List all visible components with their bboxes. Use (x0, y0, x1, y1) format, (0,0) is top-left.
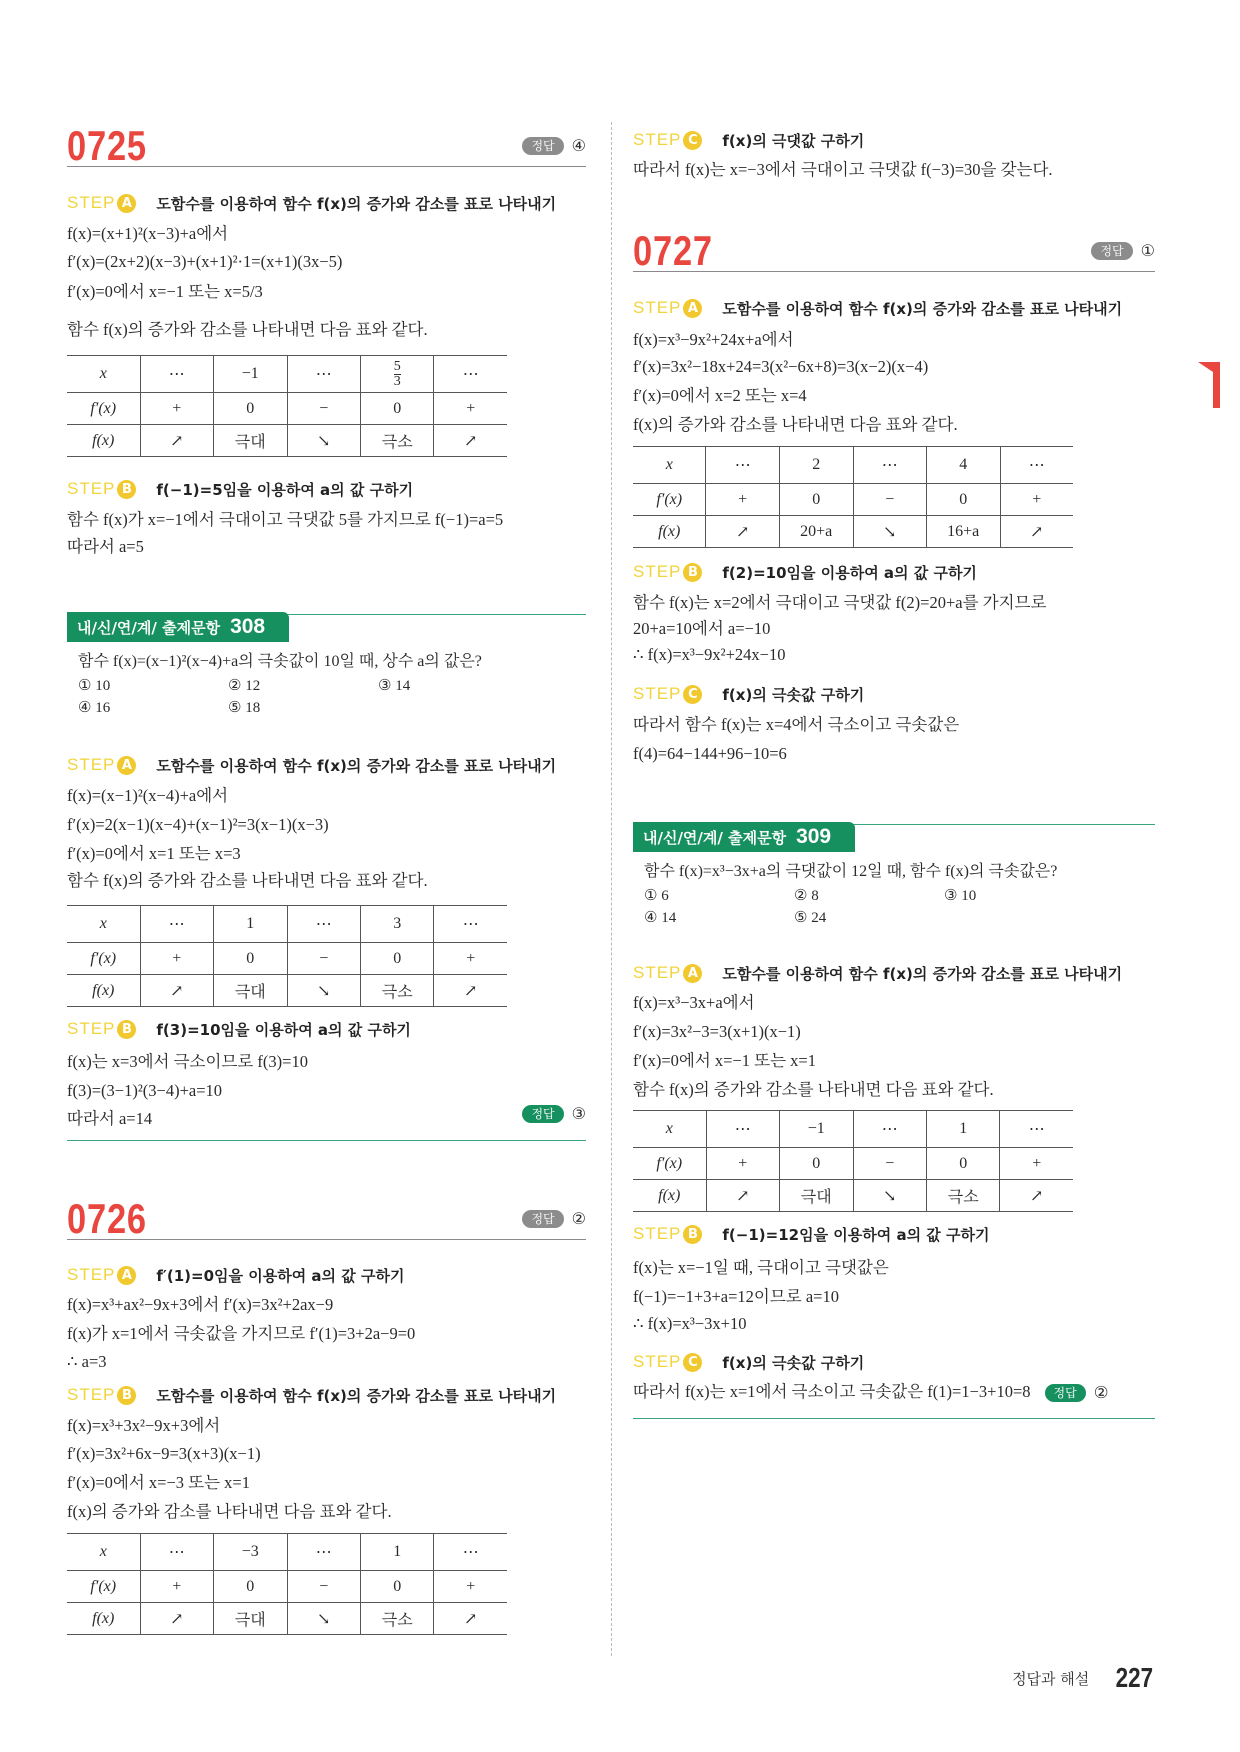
table-row (633, 516, 1073, 548)
related-problem-banner (67, 612, 586, 644)
choice-option: ② 12 (228, 678, 261, 694)
table-cell: + (1000, 484, 1073, 516)
problem-number: 0727 (633, 227, 713, 274)
answer-value: ③ (571, 1106, 586, 1123)
table-row (67, 943, 507, 975)
table-cell: + (434, 1571, 507, 1603)
table-cell: ⋯ (706, 1111, 779, 1148)
step-title: 도함수를 이용하여 함수 f(x)의 증가와 감소를 표로 나타내기 (722, 299, 1123, 318)
column-divider (611, 122, 612, 1656)
solution-text: 따라서 f(x)는 x=1에서 극소이고 극솟값은 f(1)=1−3+10=8 (633, 1382, 1031, 1401)
answer-value: ① (1140, 243, 1155, 260)
problem-number: 0725 (67, 122, 147, 169)
table-row (67, 975, 507, 1007)
table-cell: ⋯ (287, 1534, 360, 1571)
choice-option: ② 8 (794, 888, 819, 904)
table-row (67, 1534, 507, 1571)
solution-line (633, 413, 1155, 437)
page-footer (1012, 1662, 1158, 1694)
answer-box (1045, 1381, 1109, 1405)
answer-box (522, 136, 586, 156)
answer-badge: 정답 (522, 1210, 563, 1228)
solution-text: f(3)=(3−1)²(3−4)+a=10 (67, 1081, 223, 1100)
table-cell: ↗ (434, 425, 507, 457)
table-cell: + (706, 484, 779, 516)
question-text: 함수 f(x)=(x−1)²(x−4)+a의 극솟값이 10일 때, 상수 a의 값은? (78, 653, 482, 670)
fraction (394, 360, 401, 389)
step-title: f′(1)=0임을 이용하여 a의 값 구하기 (156, 1266, 405, 1285)
solution-text: 따라서 함수 f(x)는 x=4에서 극소이고 극솟값은 (633, 715, 960, 734)
solution-line (633, 384, 1155, 408)
solution-line (633, 1078, 1155, 1102)
problem-number: 0726 (67, 1195, 147, 1242)
banner-rule (267, 614, 586, 615)
table-row (633, 1111, 1073, 1148)
solution-text: f′(x)=2(x−1)(x−4)+(x−1)²=3(x−1)(x−3) (67, 815, 329, 834)
solution-text: f(x)=x³+3x²−9x+3에서 (67, 1416, 221, 1435)
banner-number: 308 (230, 615, 266, 638)
table-cell: 4 (926, 447, 1000, 484)
problem-header (67, 1195, 586, 1242)
solution-line (67, 535, 586, 559)
solution-line (633, 1049, 1155, 1073)
answer-choices (633, 886, 1155, 927)
problem-header (633, 227, 1155, 274)
table-cell: 0 (779, 484, 853, 516)
answer-box (67, 1104, 586, 1124)
answer-value: ④ (571, 138, 586, 155)
solution-line (633, 713, 1155, 737)
sign-chart-table (67, 1533, 586, 1635)
table-cell: ↘ (287, 1603, 360, 1635)
solution-text: f′(x)=3x²−3=3(x+1)(x−1) (633, 1022, 801, 1041)
solution-text: f(−1)=−1+3+a=12이므로 a=10 (633, 1287, 839, 1306)
solution-line (633, 1020, 1155, 1044)
table-cell: 1 (214, 906, 287, 943)
table-cell: ↗ (706, 516, 779, 548)
table-cell: ↗ (1000, 1180, 1073, 1212)
table-cell: f′(x) (67, 393, 140, 425)
solution-text: f′(x)=(2x+2)(x−3)+(x+1)²·1=(x+1)(3x−5) (67, 252, 343, 271)
solution-text: f(x)는 x=3에서 극소이므로 f(3)=10 (67, 1052, 308, 1071)
solution-text: f(x)=x³−3x+a에서 (633, 993, 755, 1012)
step-title: 도함수를 이용하여 함수 f(x)의 증가와 감소를 표로 나타내기 (156, 756, 557, 775)
table-cell: ↘ (853, 1180, 926, 1212)
solution-text: 20+a=10에서 a=−10 (633, 619, 771, 638)
step-letter-badge: A (683, 964, 702, 983)
table-cell: ⋯ (1000, 1111, 1073, 1148)
step-label: STEP (633, 298, 682, 317)
solution-text: f(x)=(x−1)²(x−4)+a에서 (67, 786, 229, 805)
table-cell: f′(x) (67, 943, 140, 975)
solution-line (67, 1500, 586, 1524)
table-cell: + (706, 1148, 779, 1180)
step-title: f(−1)=12임을 이용하여 a의 값 구하기 (722, 1225, 990, 1244)
solution-text: ∴ a=3 (67, 1352, 107, 1371)
step-heading (633, 1221, 1155, 1247)
solution-text: f(x)는 x=−1일 때, 극대이고 극댓값은 (633, 1258, 889, 1277)
table-cell: + (140, 943, 213, 975)
solution-line (633, 617, 1155, 641)
table-cell: 0 (214, 393, 287, 425)
step-label: STEP (67, 479, 116, 498)
table-row (67, 356, 507, 393)
table-cell: ⋯ (853, 447, 926, 484)
table-row (633, 447, 1073, 484)
solution-line (67, 869, 586, 893)
solution-line (67, 1322, 586, 1346)
table-cell: −1 (214, 356, 287, 393)
table-cell: 0 (780, 1148, 853, 1180)
table-row (633, 1148, 1073, 1180)
solution-line (67, 784, 586, 808)
solution-line (633, 1256, 1155, 1280)
step-heading (67, 752, 586, 778)
solution-text: ∴ f(x)=x³−9x²+24x−10 (633, 645, 786, 664)
solution-line (67, 318, 586, 342)
solution-text: ∴ f(x)=x³−3x+10 (633, 1314, 747, 1333)
table-cell: ↗ (140, 1603, 213, 1635)
step-heading (633, 127, 1155, 153)
solution-text: 함수 f(x)의 증가와 감소를 나타내면 다음 표와 같다. (67, 871, 428, 890)
table-cell: ⋯ (706, 447, 779, 484)
step-title: 도함수를 이용하여 함수 f(x)의 증가와 감소를 표로 나타내기 (156, 194, 557, 213)
table-cell: 3 (361, 906, 434, 943)
solution-text: f(x)=(x+1)²(x−3)+a에서 (67, 224, 229, 243)
table-row (67, 906, 507, 943)
solution-text: 함수 f(x)의 증가와 감소를 나타내면 다음 표와 같다. (67, 320, 428, 339)
banner-label: 내/신/연/계/ 출제문항 (643, 828, 787, 847)
section-divider (633, 1418, 1155, 1419)
solution-text: f′(x)=0에서 x=1 또는 x=3 (67, 844, 241, 863)
solution-line (67, 1350, 586, 1374)
table-cell: ⋯ (287, 356, 360, 393)
step-letter-badge: B (683, 1225, 702, 1244)
increase-decrease-table (67, 355, 507, 457)
step-heading (633, 559, 1155, 585)
step-title: f(3)=10임을 이용하여 a의 값 구하기 (156, 1020, 411, 1039)
table-cell: f′(x) (633, 1148, 706, 1180)
related-problem-banner (633, 822, 1155, 854)
solution-line (633, 991, 1155, 1015)
step-heading (67, 1262, 586, 1288)
answer-badge: 정답 (522, 137, 563, 155)
table-cell: f′(x) (67, 1571, 140, 1603)
table-cell: x (67, 1534, 140, 1571)
step-heading (633, 1349, 1155, 1375)
sign-chart-table (633, 446, 1155, 548)
page-number: 227 (1115, 1662, 1154, 1693)
step-label: STEP (633, 130, 682, 149)
footer-label: 정답과 해설 (1012, 1669, 1090, 1688)
sign-chart-table (67, 355, 586, 457)
table-cell: ↗ (140, 975, 213, 1007)
solution-line (67, 1079, 586, 1103)
table-row (67, 393, 507, 425)
table-row (67, 425, 507, 457)
step-heading (67, 190, 586, 216)
table-cell (360, 356, 433, 393)
table-cell: ⋯ (140, 906, 213, 943)
solution-text: 함수 f(x)는 x=2에서 극대이고 극댓값 f(2)=20+a를 가지므로 (633, 593, 1047, 612)
increase-decrease-table (67, 905, 507, 1007)
table-cell: 극소 (926, 1180, 999, 1212)
step-letter-badge: B (117, 1020, 136, 1039)
choice-option: ① 6 (644, 888, 669, 904)
increase-decrease-table (633, 1110, 1073, 1212)
step-label: STEP (67, 193, 116, 212)
solution-line (67, 813, 586, 837)
solution-text: 함수 f(x)가 x=−1에서 극대이고 극댓값 5를 가지므로 f(−1)=a=5 (67, 510, 504, 529)
table-cell: − (853, 1148, 926, 1180)
chapter-tab-marker (1198, 362, 1220, 408)
solution-line (633, 1285, 1155, 1309)
table-cell: ↗ (434, 1603, 507, 1635)
answer-badge: 정답 (1091, 242, 1132, 260)
solution-text: f(x)의 증가와 감소를 나타내면 다음 표와 같다. (67, 1502, 392, 1521)
solution-line (633, 328, 1155, 352)
increase-decrease-table (67, 1533, 507, 1635)
table-cell: 극대 (214, 1603, 287, 1635)
table-cell: ↗ (434, 975, 507, 1007)
answer-badge: 정답 (522, 1105, 563, 1123)
step-letter-badge: C (683, 685, 702, 704)
solution-line (633, 742, 1155, 766)
problem-header (67, 122, 586, 169)
solution-line (67, 508, 586, 532)
solution-line (633, 1312, 1155, 1336)
choice-option: ① 10 (78, 678, 111, 694)
table-row (633, 484, 1073, 516)
solution-text: 따라서 f(x)는 x=−3에서 극대이고 극댓값 f(−3)=30을 갖는다. (633, 160, 1053, 179)
table-cell: + (1000, 1148, 1073, 1180)
table-cell: ↘ (853, 516, 926, 548)
banner-box (633, 822, 855, 852)
table-cell: 16+a (926, 516, 1000, 548)
fraction-denominator: 3 (393, 373, 401, 389)
table-cell: 0 (214, 1571, 287, 1603)
table-cell: + (140, 393, 213, 425)
table-cell: − (287, 1571, 360, 1603)
solution-line (67, 1050, 586, 1074)
choice-option: ④ 14 (644, 910, 677, 926)
solution-text: f(x)가 x=1에서 극솟값을 가지므로 f′(1)=3+2a−9=0 (67, 1324, 416, 1343)
increase-decrease-table (633, 446, 1073, 548)
answer-box (1091, 241, 1155, 261)
solution-text: f′(x)=0에서 x=2 또는 x=4 (633, 386, 807, 405)
choice-option: ③ 10 (944, 888, 977, 904)
table-cell: x (633, 1111, 706, 1148)
solution-line (67, 1414, 586, 1438)
step-letter-badge: A (117, 756, 136, 775)
sign-chart-table (633, 1110, 1155, 1212)
step-title: f(2)=10임을 이용하여 a의 값 구하기 (722, 563, 977, 582)
table-cell: ⋯ (434, 906, 507, 943)
table-cell: f(x) (67, 1603, 140, 1635)
table-cell: 1 (360, 1534, 433, 1571)
step-heading (633, 960, 1155, 986)
step-heading (67, 1382, 586, 1408)
banner-number: 309 (796, 825, 832, 848)
solution-line (633, 1380, 1155, 1405)
step-letter-badge: B (117, 480, 136, 499)
banner-rule (833, 824, 1155, 825)
table-cell: 1 (926, 1111, 999, 1148)
question-text: 함수 f(x)=x³−3x+a의 극댓값이 12일 때, 함수 f(x)의 극솟값은? (644, 863, 1058, 880)
table-cell: ⋯ (140, 1534, 213, 1571)
solution-line (67, 280, 586, 304)
solution-text: 따라서 a=5 (67, 537, 144, 556)
table-cell: f′(x) (633, 484, 706, 516)
answer-value: ② (1093, 1383, 1109, 1402)
table-cell: 0 (926, 484, 1000, 516)
step-heading (67, 476, 586, 502)
solution-line (633, 158, 1155, 182)
step-heading (633, 681, 1155, 707)
step-title: f(x)의 극댓값 구하기 (722, 131, 865, 150)
step-label: STEP (67, 1019, 116, 1038)
solution-text: f(x)=x³+ax²−9x+3에서 f′(x)=3x²+2ax−9 (67, 1295, 334, 1314)
section-divider (67, 1140, 586, 1141)
table-cell: ⋯ (1000, 447, 1073, 484)
answer-choices (67, 676, 586, 717)
step-label: STEP (67, 755, 116, 774)
table-cell: 극소 (361, 975, 434, 1007)
table-cell: x (67, 356, 140, 393)
table-cell: − (853, 484, 926, 516)
solution-line (67, 1471, 586, 1495)
table-cell: 0 (926, 1148, 999, 1180)
table-cell: ⋯ (140, 356, 213, 393)
table-cell: x (67, 906, 140, 943)
banner-label: 내/신/연/계/ 출제문항 (77, 618, 221, 637)
table-cell: ↘ (287, 975, 360, 1007)
step-label: STEP (67, 1385, 116, 1404)
step-title: f(x)의 극솟값 구하기 (722, 685, 865, 704)
table-row (67, 1603, 507, 1635)
table-cell: ↘ (287, 425, 360, 457)
table-cell: f(x) (67, 975, 140, 1007)
table-cell: 극소 (360, 1603, 433, 1635)
fraction-numerator: 5 (393, 358, 401, 374)
step-heading (633, 295, 1155, 321)
sign-chart-table (67, 905, 586, 1007)
step-label: STEP (633, 963, 682, 982)
table-cell: ↗ (706, 1180, 779, 1212)
step-letter-badge: A (117, 194, 136, 213)
step-heading (67, 1016, 586, 1042)
solution-text: 따라서 a=14 (67, 1109, 153, 1128)
step-label: STEP (633, 1224, 682, 1243)
table-cell: f(x) (633, 1180, 706, 1212)
solution-text: f(x)=x³−9x²+24x+a에서 (633, 330, 794, 349)
solution-line (67, 250, 586, 274)
table-row (67, 1571, 507, 1603)
step-letter-badge: C (683, 131, 702, 150)
solution-line (633, 643, 1155, 667)
table-cell: − (287, 943, 360, 975)
step-title: 도함수를 이용하여 함수 f(x)의 증가와 감소를 표로 나타내기 (156, 1386, 557, 1405)
table-cell: x (633, 447, 706, 484)
step-label: STEP (633, 684, 682, 703)
solution-text: f(x)의 증가와 감소를 나타내면 다음 표와 같다. (633, 415, 958, 434)
step-letter-badge: A (683, 299, 702, 318)
solution-text: f′(x)=0에서 x=−1 또는 x=5/3 (67, 282, 263, 301)
solution-line (633, 591, 1155, 615)
table-cell: ⋯ (853, 1111, 926, 1148)
table-cell: ⋯ (434, 1534, 507, 1571)
table-cell: 0 (214, 943, 287, 975)
step-letter-badge: C (683, 1353, 702, 1372)
table-cell: + (434, 943, 507, 975)
solution-line (67, 842, 586, 866)
table-cell: 극대 (214, 425, 287, 457)
solution-line (633, 355, 1155, 379)
answer-value: ② (571, 1211, 586, 1228)
solution-text: f′(x)=3x²−18x+24=3(x²−6x+8)=3(x−2)(x−4) (633, 357, 929, 376)
step-title: f(x)의 극솟값 구하기 (722, 1353, 865, 1372)
table-cell: 극소 (360, 425, 433, 457)
table-cell: ⋯ (287, 906, 360, 943)
solution-text: 함수 f(x)의 증가와 감소를 나타내면 다음 표와 같다. (633, 1080, 994, 1099)
solution-line (67, 1442, 586, 1466)
table-cell: 0 (360, 1571, 433, 1603)
solution-text: f′(x)=0에서 x=−1 또는 x=1 (633, 1051, 816, 1070)
table-cell: ⋯ (434, 356, 507, 393)
choice-option: ④ 16 (78, 700, 111, 716)
table-cell: + (140, 1571, 213, 1603)
choice-option: ③ 14 (378, 678, 411, 694)
step-label: STEP (633, 1352, 682, 1371)
solution-text: f′(x)=0에서 x=−3 또는 x=1 (67, 1473, 250, 1492)
answer-box (522, 1209, 586, 1229)
table-cell: −3 (214, 1534, 287, 1571)
table-cell: 2 (779, 447, 853, 484)
table-cell: 극대 (780, 1180, 853, 1212)
step-title: f(−1)=5임을 이용하여 a의 값 구하기 (156, 480, 414, 499)
table-cell: 극대 (214, 975, 287, 1007)
answer-badge: 정답 (1045, 1384, 1086, 1402)
table-cell: 0 (361, 943, 434, 975)
table-cell: −1 (780, 1111, 853, 1148)
step-letter-badge: A (117, 1266, 136, 1285)
solution-line (67, 222, 586, 246)
table-cell: − (287, 393, 360, 425)
step-label: STEP (67, 1265, 116, 1284)
choice-option: ⑤ 24 (794, 910, 827, 926)
solution-text: f′(x)=3x²+6x−9=3(x+3)(x−1) (67, 1444, 261, 1463)
step-label: STEP (633, 562, 682, 581)
solution-line (67, 1293, 586, 1317)
table-cell: 20+a (779, 516, 853, 548)
table-cell: f(x) (633, 516, 706, 548)
table-row (633, 1180, 1073, 1212)
table-cell: + (434, 393, 507, 425)
banner-box (67, 612, 289, 642)
choice-option: ⑤ 18 (228, 700, 261, 716)
table-cell: f(x) (67, 425, 140, 457)
table-cell: ↗ (1000, 516, 1073, 548)
table-cell: 0 (360, 393, 433, 425)
table-cell: ↗ (140, 425, 213, 457)
step-letter-badge: B (683, 563, 702, 582)
step-title: 도함수를 이용하여 함수 f(x)의 증가와 감소를 표로 나타내기 (722, 964, 1123, 983)
step-letter-badge: B (117, 1386, 136, 1405)
solution-text: f(4)=64−144+96−10=6 (633, 744, 787, 763)
